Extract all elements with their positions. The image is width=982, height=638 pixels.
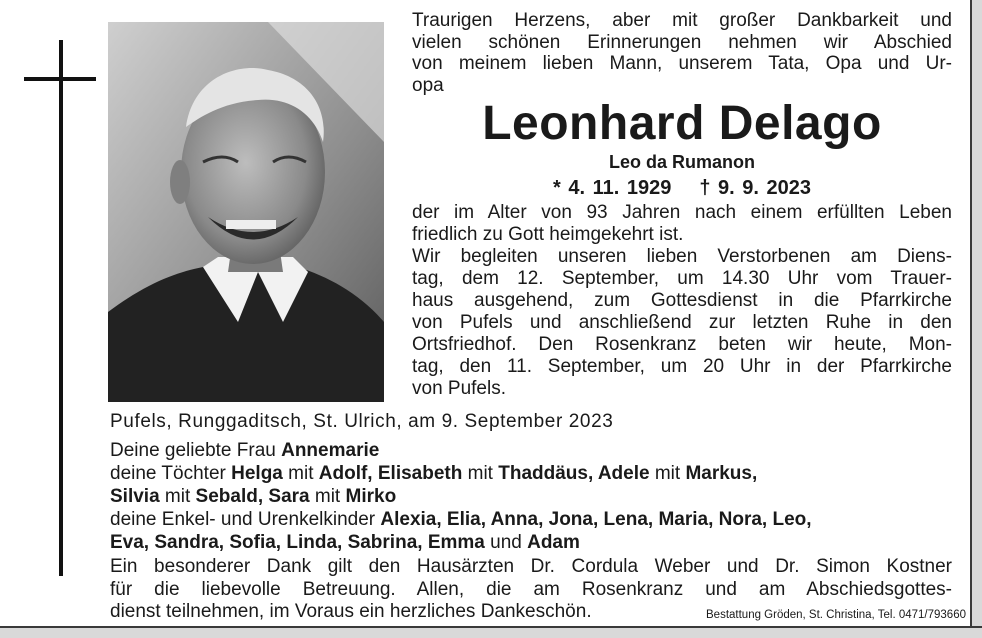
body-line: von Pufels und anschließend zur letzten Ruhe in den <box>412 312 952 333</box>
family-line-wife <box>110 439 952 462</box>
deceased-name: Leonhard Delago <box>482 97 882 150</box>
cross-horizontal-bar <box>24 77 96 81</box>
family-text: mit <box>462 463 499 484</box>
obituary-body <box>412 202 952 400</box>
family-text: und <box>484 532 528 553</box>
family-text: mit <box>159 486 196 507</box>
place-and-date: Pufels, Runggaditsch, St. Ulrich, am 9. September 2023 <box>110 411 614 432</box>
family-name: Alexia, Elia, Anna, Jona, Lena, Maria, Nora, Leo, <box>380 509 812 530</box>
body-line: der im Alter von 93 Jahren nach einem erfüllten Leben <box>412 202 952 223</box>
family-name: Thaddäus, Adele <box>498 463 650 484</box>
thanks-line: Ein besonderer Dank gilt den Hausärzten Dr. Cordula Weber und Dr. Simon Kostner <box>110 556 952 577</box>
intro-line: vielen schönen Erinnerungen nehmen wir Abschied <box>412 31 952 53</box>
portrait-photo <box>108 22 384 402</box>
family-name: Silvia <box>110 486 160 507</box>
body-line: tag, den 11. September, um 20 Uhr in der Pfarrkirche <box>412 356 952 377</box>
family-name: Markus, <box>685 463 758 484</box>
family-name: Adolf, Elisabeth <box>318 463 463 484</box>
family-text: mit <box>282 463 319 484</box>
family-name: Mirko <box>345 486 397 507</box>
intro-line: von meinem lieben Mann, unserem Tata, Opa und Ur- <box>412 53 952 74</box>
family-name: Eva, Sandra, Sofia, Linda, Sabrina, Emma <box>110 532 485 553</box>
page-edge-right <box>970 0 982 638</box>
family-name: Sebald, Sara <box>195 486 310 507</box>
family-text: deine Töchter <box>110 463 232 484</box>
family-text: mit <box>649 463 686 484</box>
deceased-nickname: Leo da Rumanon <box>608 152 755 172</box>
body-line: Wir begleiten unseren lieben Verstorbenen am Diens- <box>412 246 952 267</box>
family-name: Adam <box>527 532 580 553</box>
body-line: haus ausgehend, zum Gottesdienst in die Pfarrkirche <box>412 290 952 311</box>
page-edge-bottom <box>0 626 982 638</box>
life-dates <box>412 176 952 200</box>
family-text: deine Enkel- und Urenkelkinder <box>110 509 381 530</box>
family-line-daughters <box>110 462 952 485</box>
birth-date: * 4. 11. 1929 <box>553 177 672 199</box>
family-name: Annemarie <box>281 440 380 461</box>
thanks-line: für die liebevolle Betreuung. Allen, die am Rosenkranz und am Abschiedsgottes- <box>110 578 952 600</box>
thanks-line: dienst teilnehmen, im Voraus ein herzliches Dankeschön. <box>110 601 592 622</box>
intro-line: opa <box>412 74 444 96</box>
body-line: tag, dem 12. September, um 14.30 Uhr vom Trauer- <box>412 268 952 289</box>
family-line-daughters-2 <box>110 485 952 508</box>
funeral-home-credit: Bestattung Gröden, St. Christina, Tel. 0471/793660 <box>706 609 966 621</box>
intro-line: Traurigen Herzens, aber mit großer Dankbarkeit und <box>412 10 952 31</box>
intro-text <box>412 10 952 96</box>
cross-vertical-bar <box>59 40 63 576</box>
family-line-grandchildren-2 <box>110 531 952 554</box>
family-text: mit <box>309 486 346 507</box>
body-line: von Pufels. <box>412 378 506 399</box>
body-line: friedlich zu Gott heimgekehrt ist. <box>412 224 684 245</box>
body-line: Ortsfriedhof. Den Rosenkranz beten wir heute, Mon- <box>412 334 952 355</box>
death-date: † 9. 9. 2023 <box>699 177 811 199</box>
family-list <box>110 439 952 554</box>
family-text: Deine geliebte Frau <box>110 440 282 461</box>
family-line-grandchildren <box>110 508 952 531</box>
family-name: Helga <box>231 463 283 484</box>
